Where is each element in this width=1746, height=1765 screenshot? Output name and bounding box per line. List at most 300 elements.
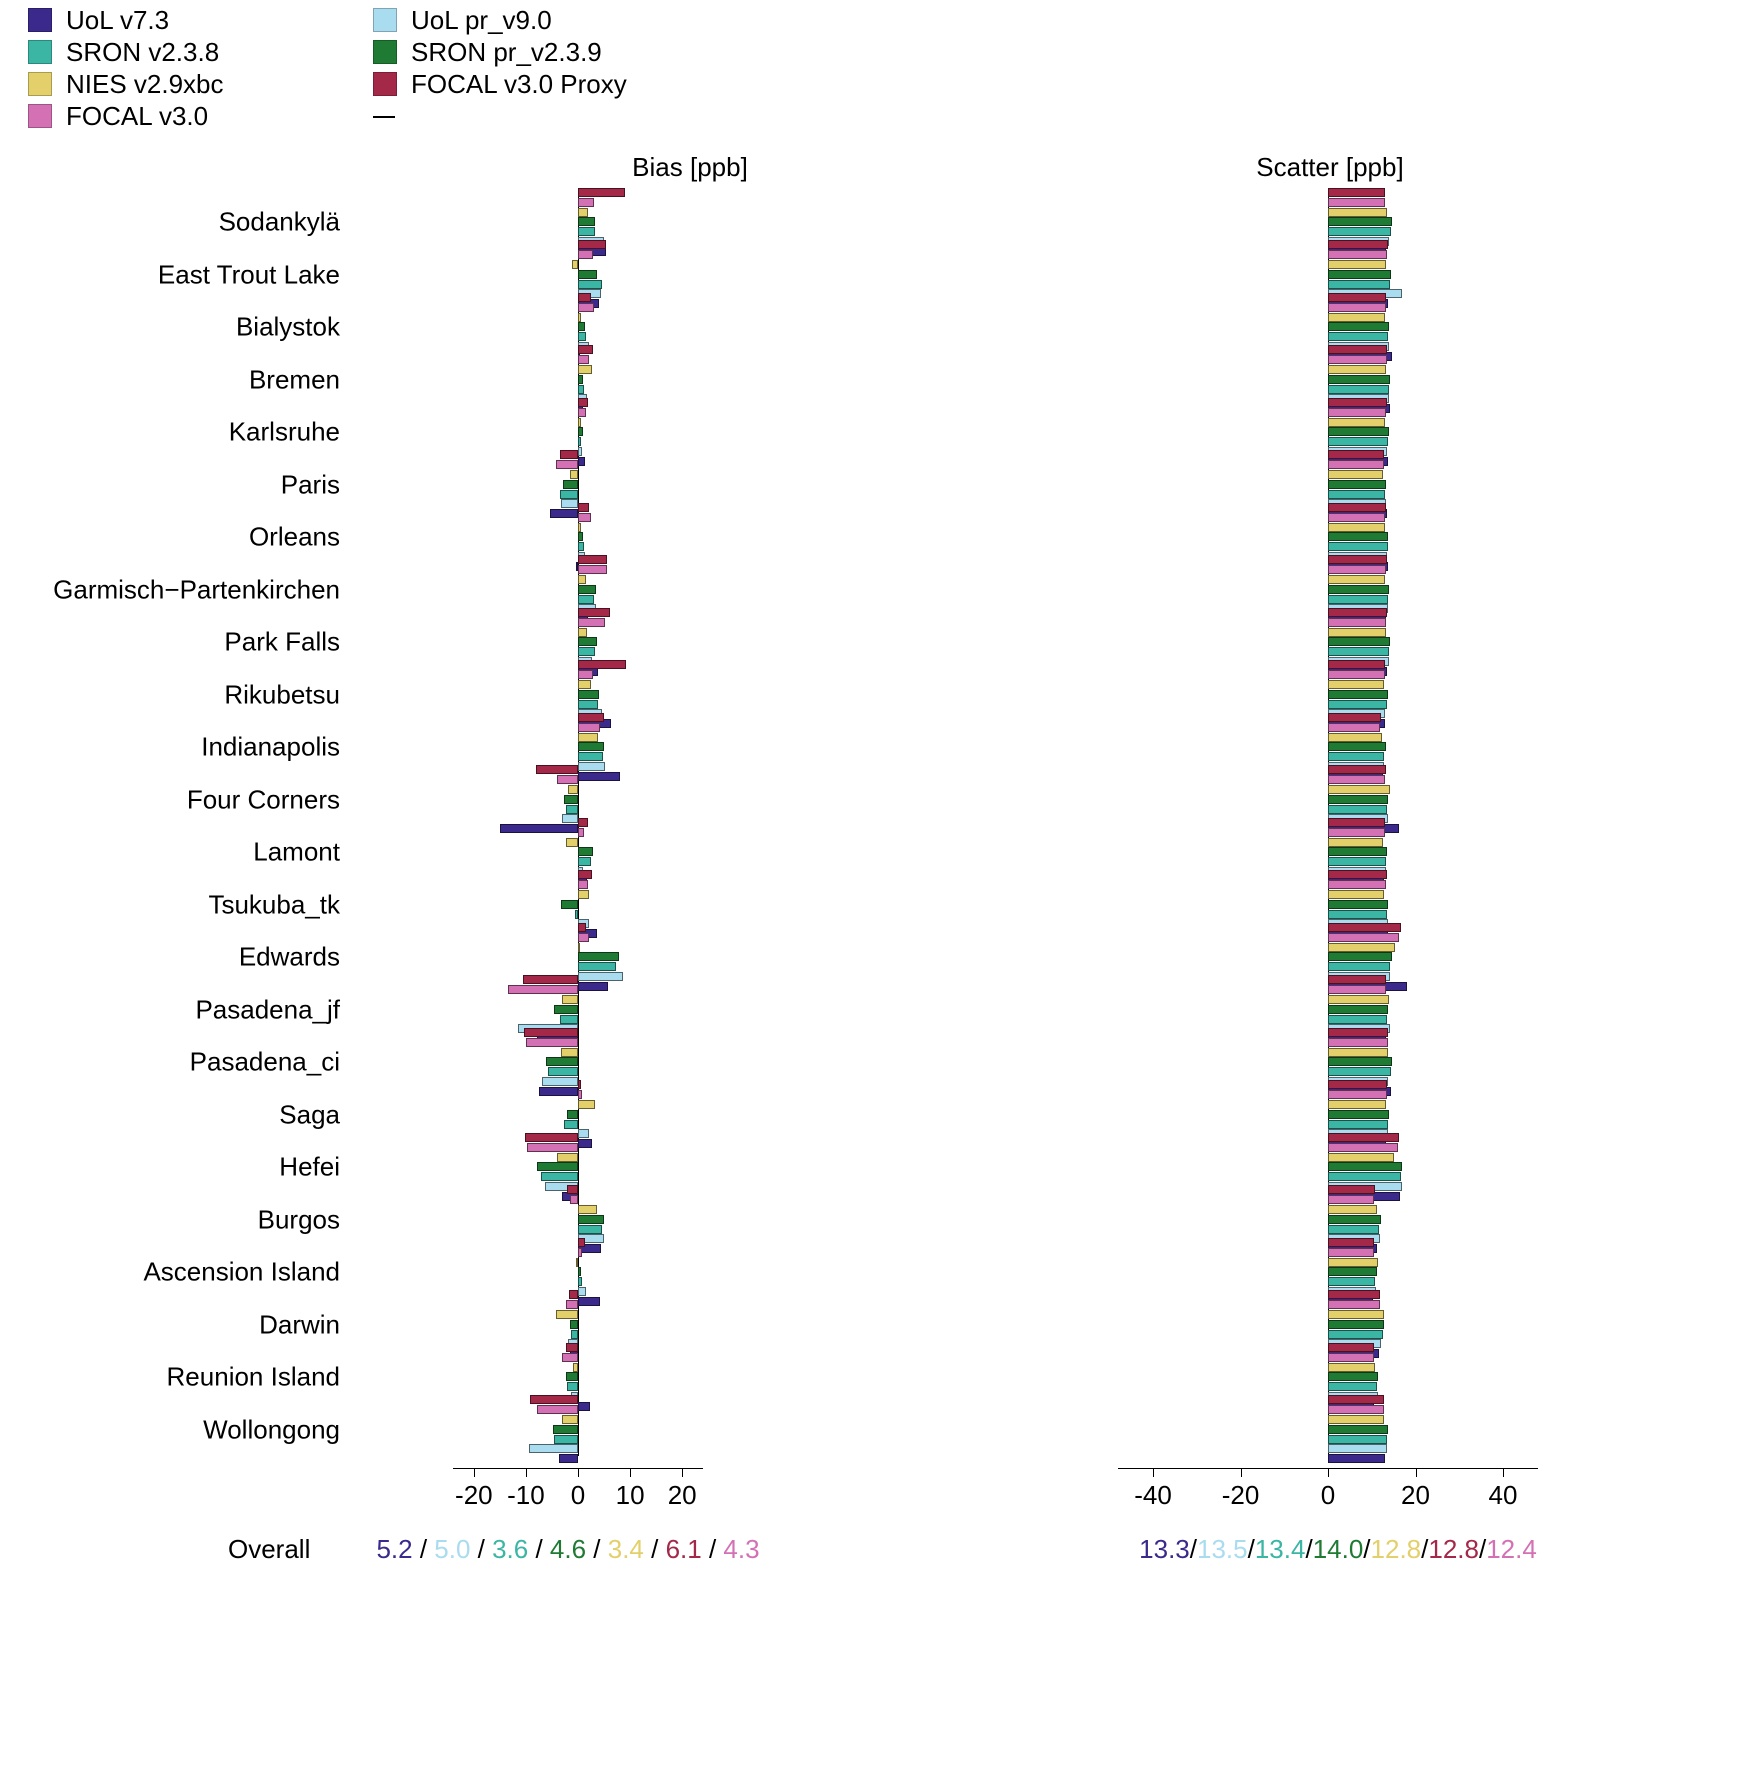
legend-color-swatch	[373, 72, 397, 96]
bar	[578, 427, 583, 436]
bar	[1328, 647, 1389, 656]
bar	[1328, 1080, 1387, 1089]
overall-value: 3.6	[492, 1534, 529, 1564]
axis-tick-label: 20	[1401, 1480, 1430, 1510]
bar	[578, 857, 591, 866]
bar	[1328, 365, 1386, 374]
bar	[557, 1153, 578, 1162]
bar	[1328, 1153, 1394, 1162]
legend-column-1	[28, 4, 224, 132]
bar	[562, 1415, 578, 1424]
bar	[566, 1300, 579, 1309]
bar	[1328, 542, 1388, 551]
bar	[578, 700, 598, 709]
scatter-x-axis	[1118, 1468, 1538, 1508]
bar	[541, 1172, 579, 1181]
bar	[1328, 618, 1386, 627]
axis-tick-label: 20	[667, 1480, 697, 1510]
axis-tick-label: 10	[615, 1480, 645, 1510]
bar	[578, 332, 586, 341]
bar	[578, 542, 584, 551]
bar	[560, 1015, 578, 1024]
overall-value: 6.1	[665, 1534, 702, 1564]
bar	[578, 1287, 586, 1296]
bar	[1328, 818, 1385, 827]
bar	[561, 900, 578, 909]
bar	[578, 870, 592, 879]
bar	[578, 608, 610, 617]
bar	[578, 1139, 592, 1148]
overall-value: 4.6	[549, 1534, 587, 1564]
bar	[578, 828, 584, 837]
bar	[1328, 1057, 1392, 1066]
bar	[562, 1353, 578, 1362]
bar	[578, 375, 583, 384]
bar	[1328, 1330, 1383, 1339]
bar	[578, 385, 584, 394]
bar	[578, 880, 588, 889]
axis-tick-label: -40	[1134, 1480, 1172, 1510]
bar	[570, 470, 578, 479]
axis-tick-label: 0	[570, 1480, 586, 1510]
bar	[578, 1225, 602, 1234]
bar	[578, 217, 595, 226]
bar	[1328, 1363, 1375, 1372]
bar	[578, 1080, 581, 1089]
value-separator: /	[1305, 1534, 1313, 1564]
legend-item	[373, 36, 627, 68]
station-label: Burgos	[257, 1204, 340, 1235]
bar	[566, 1372, 578, 1381]
bar	[578, 565, 607, 574]
axis-tick	[1503, 1468, 1504, 1477]
bar	[1328, 1405, 1384, 1414]
value-separator: /	[1363, 1534, 1371, 1564]
legend-label: SRON v2.3.8	[66, 37, 220, 67]
bar	[1328, 398, 1387, 407]
bar	[578, 595, 594, 604]
overall-value: 4.3	[723, 1534, 760, 1564]
bar	[578, 322, 585, 331]
bar	[1328, 1100, 1386, 1109]
bar	[1328, 933, 1399, 942]
bar	[578, 365, 592, 374]
bar	[1328, 847, 1387, 856]
axis-tick-label: 40	[1488, 1480, 1518, 1510]
overall-value: 13.5	[1197, 1534, 1248, 1564]
legend-label: NIES v2.9xbc	[66, 69, 224, 99]
value-separator: /	[1247, 1534, 1255, 1564]
station-label: Tsukuba_tk	[208, 889, 340, 920]
value-separator: /	[528, 1534, 550, 1564]
bar	[1328, 1205, 1377, 1214]
overall-value: 5.0	[434, 1534, 471, 1564]
bar	[578, 733, 598, 742]
bar	[1328, 1415, 1384, 1424]
bar	[508, 985, 578, 994]
overall-value: 12.8	[1428, 1534, 1479, 1564]
overall-row-label: Overall	[228, 1534, 311, 1564]
legend-color-swatch	[28, 72, 52, 96]
axis-tick	[578, 1468, 579, 1477]
station-label: East Trout Lake	[157, 259, 340, 290]
bar	[578, 437, 581, 446]
bar	[1328, 923, 1401, 932]
bar	[1328, 1277, 1375, 1286]
bar	[1328, 280, 1390, 289]
station-label: Indianapolis	[201, 731, 340, 762]
legend-item	[28, 36, 224, 68]
bar	[1328, 227, 1391, 236]
bar	[570, 1320, 578, 1329]
bar	[1328, 680, 1384, 689]
bar	[529, 1444, 578, 1453]
bar	[1328, 1120, 1388, 1129]
bar	[556, 1310, 578, 1319]
bar	[562, 814, 578, 823]
bar	[1328, 1143, 1398, 1152]
bar	[526, 1038, 578, 1047]
bar	[1328, 1353, 1374, 1362]
bar	[1328, 1395, 1384, 1404]
bar	[578, 772, 620, 781]
scatter-panel-title: Scatter [ppb]	[1256, 152, 1404, 182]
bar	[1328, 805, 1387, 814]
bar	[576, 1258, 578, 1267]
bar	[1328, 470, 1383, 479]
axis-tick	[682, 1468, 683, 1477]
bar	[1328, 1038, 1388, 1047]
bar	[578, 847, 593, 856]
bar	[523, 975, 578, 984]
legend-item	[373, 68, 627, 100]
bar	[1328, 1454, 1385, 1463]
bar	[1328, 523, 1385, 532]
bar	[1328, 1015, 1387, 1024]
bar	[578, 355, 589, 364]
legend-label: UoL v7.3	[66, 5, 170, 35]
station-label: Orleans	[248, 521, 340, 552]
station-label: Paris	[280, 469, 340, 500]
bar	[568, 785, 578, 794]
station-label: Four Corners	[186, 784, 340, 815]
bar	[578, 637, 597, 646]
bias-x-axis	[453, 1468, 703, 1508]
bar	[578, 1238, 585, 1247]
bar	[578, 313, 581, 322]
bar	[562, 995, 578, 1004]
bar	[1328, 1320, 1384, 1329]
bar	[578, 198, 594, 207]
bar	[1328, 660, 1385, 669]
bar	[1328, 1343, 1374, 1352]
bar	[557, 775, 578, 784]
station-label: Karlsruhe	[228, 416, 340, 447]
bar	[1328, 785, 1390, 794]
legend-item	[373, 4, 627, 36]
axis-tick-label: -20	[455, 1480, 493, 1510]
bar	[1328, 503, 1386, 512]
station-label: Edwards	[238, 941, 340, 972]
bar	[578, 523, 581, 532]
bar	[1328, 208, 1387, 217]
bar	[578, 618, 605, 627]
bar	[1328, 188, 1385, 197]
bar	[1328, 690, 1388, 699]
bar	[1328, 595, 1388, 604]
bar	[1328, 1195, 1374, 1204]
bar	[1328, 608, 1387, 617]
overall-value: 12.4	[1486, 1534, 1537, 1564]
bar	[1328, 828, 1385, 837]
bar	[569, 1290, 578, 1299]
bar	[553, 1425, 578, 1434]
bar	[527, 1143, 578, 1152]
bar	[1328, 313, 1385, 322]
bar	[578, 952, 619, 961]
bar	[578, 933, 589, 942]
bar	[1328, 995, 1389, 1004]
bar	[1328, 857, 1386, 866]
legend-label: SRON pr_v2.3.9	[411, 37, 602, 67]
bar	[578, 670, 593, 679]
station-label: Garmisch−Partenkirchen	[53, 574, 340, 605]
bar	[1328, 1258, 1378, 1267]
bar	[578, 1205, 597, 1214]
bar	[1328, 198, 1385, 207]
bar	[1328, 900, 1388, 909]
bar	[1328, 355, 1387, 364]
bar	[575, 910, 578, 919]
overall-value: 13.4	[1254, 1534, 1306, 1564]
bar	[578, 660, 626, 669]
station-label: Bremen	[248, 364, 340, 395]
bar	[578, 982, 608, 991]
bar	[578, 1215, 604, 1224]
bar	[1328, 480, 1386, 489]
bar	[578, 690, 599, 699]
bar	[1328, 217, 1392, 226]
bar	[578, 943, 580, 952]
bar	[1328, 293, 1386, 302]
legend-item	[373, 100, 627, 132]
bar	[578, 742, 604, 751]
bar	[578, 227, 595, 236]
bar	[578, 1090, 582, 1099]
bar	[1328, 670, 1385, 679]
bar	[1328, 427, 1389, 436]
station-label: Pasadena_jf	[195, 994, 340, 1025]
bar	[578, 532, 583, 541]
axis-tick	[474, 1468, 475, 1477]
bar	[1328, 975, 1386, 984]
bar	[1328, 952, 1392, 961]
bar	[573, 1363, 578, 1372]
bar	[578, 585, 596, 594]
bar	[1328, 1090, 1387, 1099]
bar	[1328, 332, 1388, 341]
bar	[1328, 322, 1389, 331]
bar	[1328, 1028, 1388, 1037]
bar	[1328, 628, 1386, 637]
bar	[1328, 1215, 1381, 1224]
bar	[578, 1297, 600, 1306]
bar	[578, 418, 581, 427]
bar	[1328, 870, 1387, 879]
value-separator: /	[470, 1534, 493, 1564]
legend-label: UoL pr_v9.0	[411, 5, 552, 35]
station-label: Lamont	[253, 836, 340, 867]
bar	[1328, 775, 1385, 784]
axis-tick	[526, 1468, 527, 1477]
station-label: Sodankylä	[218, 206, 340, 237]
legend-label: FOCAL v3.0	[66, 101, 209, 131]
legend-color-swatch	[373, 8, 397, 32]
bar	[1328, 418, 1385, 427]
bar	[1328, 1372, 1378, 1381]
bar	[578, 962, 616, 971]
bar	[1328, 1225, 1379, 1234]
bar	[524, 1028, 578, 1037]
bar	[578, 1248, 582, 1257]
bar	[1328, 375, 1390, 384]
bar	[578, 503, 589, 512]
bar	[554, 1435, 578, 1444]
bar	[1328, 838, 1383, 847]
overall-value: 3.4	[607, 1534, 644, 1564]
bar	[1328, 795, 1388, 804]
bar	[1328, 408, 1386, 417]
bar	[570, 1195, 578, 1204]
station-label: Wollongong	[203, 1414, 340, 1445]
station-label: Rikubetsu	[224, 679, 340, 710]
bar	[1328, 943, 1395, 952]
legend-color-swatch	[28, 40, 52, 64]
bar	[530, 1395, 578, 1404]
value-separator: /	[412, 1534, 435, 1564]
bar	[1328, 1067, 1391, 1076]
bar	[1328, 437, 1388, 446]
bar	[578, 188, 625, 197]
axis-tick-label: 0	[1320, 1480, 1336, 1510]
legend-item	[28, 4, 224, 36]
value-separator: /	[1478, 1534, 1487, 1564]
axis-tick	[1416, 1468, 1417, 1477]
value-separator: /	[643, 1534, 666, 1564]
bar	[578, 1267, 581, 1276]
bar	[566, 805, 578, 814]
bar	[561, 499, 578, 508]
overall-value: 14.0	[1312, 1534, 1364, 1564]
bar	[1328, 303, 1386, 312]
overall-value: 12.8	[1370, 1534, 1422, 1564]
bar	[536, 765, 578, 774]
bar	[1328, 962, 1390, 971]
bar	[578, 280, 602, 289]
bar	[578, 723, 600, 732]
bar	[578, 513, 591, 522]
bar	[561, 1048, 578, 1057]
bar	[560, 490, 578, 499]
value-separator: /	[701, 1534, 724, 1564]
bar	[548, 1067, 578, 1076]
bar	[578, 303, 594, 312]
bar	[578, 628, 587, 637]
bar	[578, 575, 586, 584]
bar	[567, 1110, 578, 1119]
bar	[1328, 700, 1387, 709]
bar	[1328, 1425, 1388, 1434]
bar	[1328, 1382, 1377, 1391]
bar	[537, 1162, 578, 1171]
bar	[578, 1129, 589, 1138]
bar	[1328, 270, 1391, 279]
axis-tick-label: -10	[507, 1480, 545, 1510]
bar	[1328, 1435, 1387, 1444]
legend-item	[28, 68, 224, 100]
legend-color-swatch	[373, 40, 397, 64]
bar	[578, 447, 582, 456]
bar	[564, 795, 578, 804]
bar	[546, 1057, 578, 1066]
station-label: Pasadena_ci	[189, 1046, 340, 1077]
bar	[567, 1185, 578, 1194]
bar	[566, 1343, 578, 1352]
overall-bias-values	[376, 1534, 759, 1565]
bar	[556, 460, 578, 469]
bar	[1328, 985, 1386, 994]
bar	[578, 555, 607, 564]
bar	[1328, 513, 1385, 522]
legend-color-swatch	[28, 104, 52, 128]
bar	[578, 752, 603, 761]
bar	[578, 972, 623, 981]
bar	[554, 1005, 578, 1014]
bar	[1328, 1185, 1375, 1194]
overall-scatter-values	[1139, 1534, 1537, 1565]
bar	[1328, 260, 1386, 269]
bar	[500, 824, 578, 833]
bar	[578, 345, 593, 354]
bias-panel-title: Bias [ppb]	[632, 152, 748, 182]
legend-label: FOCAL v3.0 Proxy	[411, 69, 627, 99]
bar	[578, 1100, 595, 1109]
bar	[1328, 637, 1390, 646]
station-label: Park Falls	[224, 626, 340, 657]
bar	[1328, 742, 1386, 751]
bar	[1328, 723, 1380, 732]
bar	[1328, 765, 1386, 774]
bar	[578, 680, 591, 689]
bar	[1328, 733, 1382, 742]
station-label: Hefei	[279, 1151, 340, 1182]
legend-item	[28, 100, 224, 132]
bar	[578, 1402, 590, 1411]
station-label: Saga	[279, 1099, 340, 1130]
bar	[1328, 1290, 1380, 1299]
bar	[1328, 1300, 1380, 1309]
bar	[537, 1405, 578, 1414]
bar	[1328, 532, 1388, 541]
value-separator: /	[1189, 1534, 1197, 1564]
bar	[539, 1087, 578, 1096]
bar	[578, 250, 593, 259]
bar	[1328, 565, 1386, 574]
bar	[578, 457, 585, 466]
bar	[1328, 713, 1381, 722]
bar	[542, 1077, 578, 1086]
bar	[578, 1277, 582, 1286]
